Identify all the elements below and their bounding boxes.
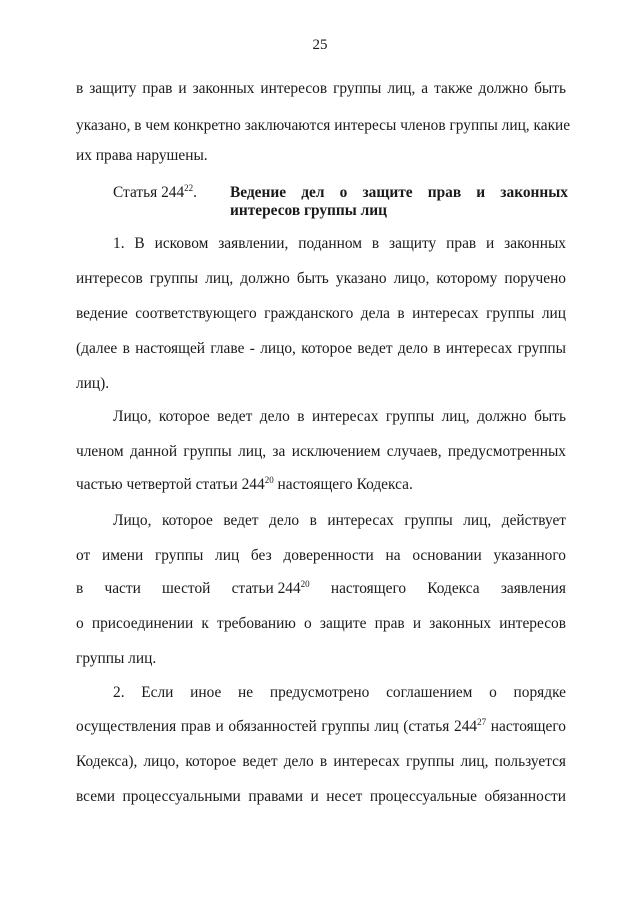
text-line: (далее в настоящей главе - лицо, которое ведет дело в интересах группы	[76, 340, 566, 357]
article-heading	[113, 184, 568, 224]
text-line: в защиту прав и законных интересов группы лиц, а также должно быть	[76, 80, 566, 97]
text-fragment: статьи 244	[231, 580, 301, 597]
text-line: группы лиц.	[76, 650, 157, 667]
article-title-line: интересов группы лиц	[230, 202, 388, 219]
text-line: о присоединении к требованию о защите прав и законных интересов	[76, 615, 566, 632]
text-line: Лицо, которое ведет дело в интересах группы лиц, действует	[113, 512, 566, 529]
text-line	[76, 580, 566, 598]
text-line: лиц).	[76, 375, 110, 392]
text-word: Кодекса	[427, 580, 480, 597]
text-fragment: осуществления прав и обязанностей группы лиц (статья 244	[76, 718, 478, 735]
text-line: ведение соответствующего гражданского дела в интересах группы лиц	[76, 305, 566, 322]
text-line: интересов группы лиц, должно быть указано лицо, которому поручено	[76, 270, 566, 287]
article-title	[230, 184, 568, 220]
text-line: членом данной группы лиц, за исключением случаев, предусмотренных	[76, 443, 566, 460]
text-fragment: настоящего	[486, 718, 566, 735]
text-line	[76, 718, 566, 736]
text-line	[76, 476, 566, 494]
superscript: 27	[477, 717, 487, 727]
article-label-text: Статья 244	[113, 184, 185, 201]
text-line: указано, в чем конкретно заключаются интересы членов группы лиц, какие	[76, 117, 571, 134]
superscript: 20	[300, 579, 310, 589]
superscript: 20	[264, 475, 274, 485]
text-line: их права нарушены.	[76, 147, 208, 164]
text-line: 2. Если иное не предусмотрено соглашением о порядке	[113, 684, 566, 701]
text-line: Кодекса), лицо, которое ведет дело в интересах группы лиц, пользуется	[76, 753, 566, 770]
text-line: Лицо, которое ведет дело в интересах группы лиц, должно быть	[113, 408, 566, 425]
article-label-sup: 22	[184, 183, 194, 193]
text-line: 1. В исковом заявлении, поданном в защиту прав и законных	[113, 235, 566, 252]
article-label-suffix: .	[193, 184, 198, 201]
text-line: от имени группы лиц без доверенности на основании указанного	[76, 547, 566, 564]
article-label	[113, 184, 197, 202]
text-word: настоящего	[330, 580, 407, 597]
text-word: части	[104, 580, 141, 597]
text-fragment: частью четвертой статьи 244	[76, 476, 265, 493]
text-line: всеми процессуальными правами и несет процессуальные обязанности	[76, 788, 566, 805]
text-fragment: настоящего Кодекса.	[273, 476, 413, 493]
text-word: заявления	[500, 580, 566, 597]
page-number: 25	[312, 37, 328, 53]
text-word: шестой	[162, 580, 211, 597]
text-word: в	[76, 580, 84, 597]
text-word	[232, 580, 310, 598]
article-title-line: Ведение дел о защите прав и законных	[230, 184, 568, 201]
